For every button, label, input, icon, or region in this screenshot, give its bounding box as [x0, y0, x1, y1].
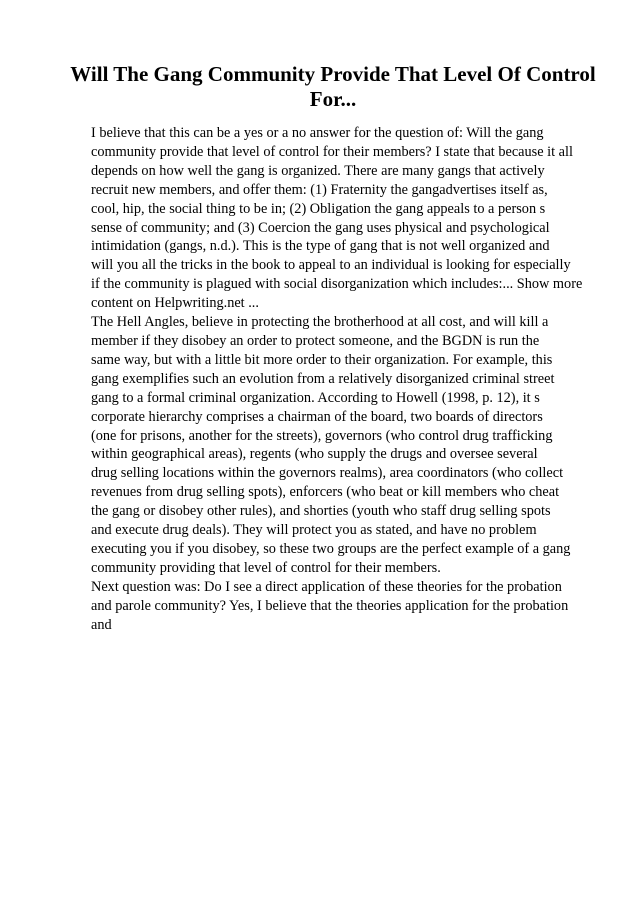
text-line: recruit new members, and offer them: (1) Fraternity the gangadvertises itself as,: [91, 181, 548, 198]
text-line: community provide that level of control for their members? I state that because it all: [91, 143, 573, 160]
text-line: The Hell Angles, believe in protecting the brotherhood at all cost, and will kill a: [91, 314, 549, 331]
document-body: [91, 124, 631, 634]
text-line: will you all the tricks in the book to appeal to an individual is looking for especially: [91, 257, 571, 274]
title-line: For...: [309, 87, 357, 111]
text-line: within geographical areas), regents (who supply the drugs and oversee several: [91, 446, 538, 463]
text-line: community providing that level of control for their members.: [91, 559, 441, 576]
text-line: and: [91, 616, 112, 633]
text-line: corporate hierarchy comprises a chairman of the board, two boards of directors: [91, 408, 543, 425]
text-line: cool, hip, the social thing to be in; (2) Obligation the gang appeals to a person s: [91, 200, 546, 217]
text-line: member if they disobey an order to protect someone, and the BGDN is run the: [91, 332, 540, 349]
text-line: and execute drug deals). They will protect you as stated, and have no problem: [91, 522, 537, 539]
text-line: the gang or disobey other rules), and shorties (youth who staff drug selling spots: [91, 503, 551, 520]
text-line: drug selling locations within the governors realms), area coordinators (who collect: [91, 465, 564, 482]
text-line: if the community is plagued with social disorganization which includes:... Show more: [91, 276, 583, 293]
text-line: sense of community; and (3) Coercion the gang uses physical and psychological: [91, 219, 550, 236]
text-line: gang exemplifies such an evolution from a relatively disorganized criminal street: [91, 370, 555, 387]
document-title: [60, 62, 606, 112]
text-line: (one for prisons, another for the streets), governors (who control drug trafficking: [91, 427, 553, 444]
text-line: revenues from drug selling spots), enforcers (who beat or kill members who cheat: [91, 484, 560, 501]
text-line: depends on how well the gang is organized. There are many gangs that actively: [91, 162, 545, 179]
text-line: same way, but with a little bit more order to their organization. For example, this: [91, 351, 553, 368]
text-line: intimidation (gangs, n.d.). This is the type of gang that is not well organized and: [91, 238, 550, 255]
text-line: executing you if you disobey, so these two groups are the perfect example of a gang: [91, 540, 571, 557]
text-line: and parole community? Yes, I believe that the theories application for the probation: [91, 597, 569, 614]
text-line: gang to a formal criminal organization. According to Howell (1998, p. 12), it s: [91, 389, 540, 406]
title-line: Will The Gang Community Provide That Level Of Control: [70, 62, 596, 86]
text-line: I believe that this can be a yes or a no answer for the question of: Will the gang: [91, 125, 544, 141]
text-line: Next question was: Do I see a direct application of these theories for the probation: [91, 578, 562, 595]
text-line: content on Helpwriting.net ...: [91, 295, 259, 312]
